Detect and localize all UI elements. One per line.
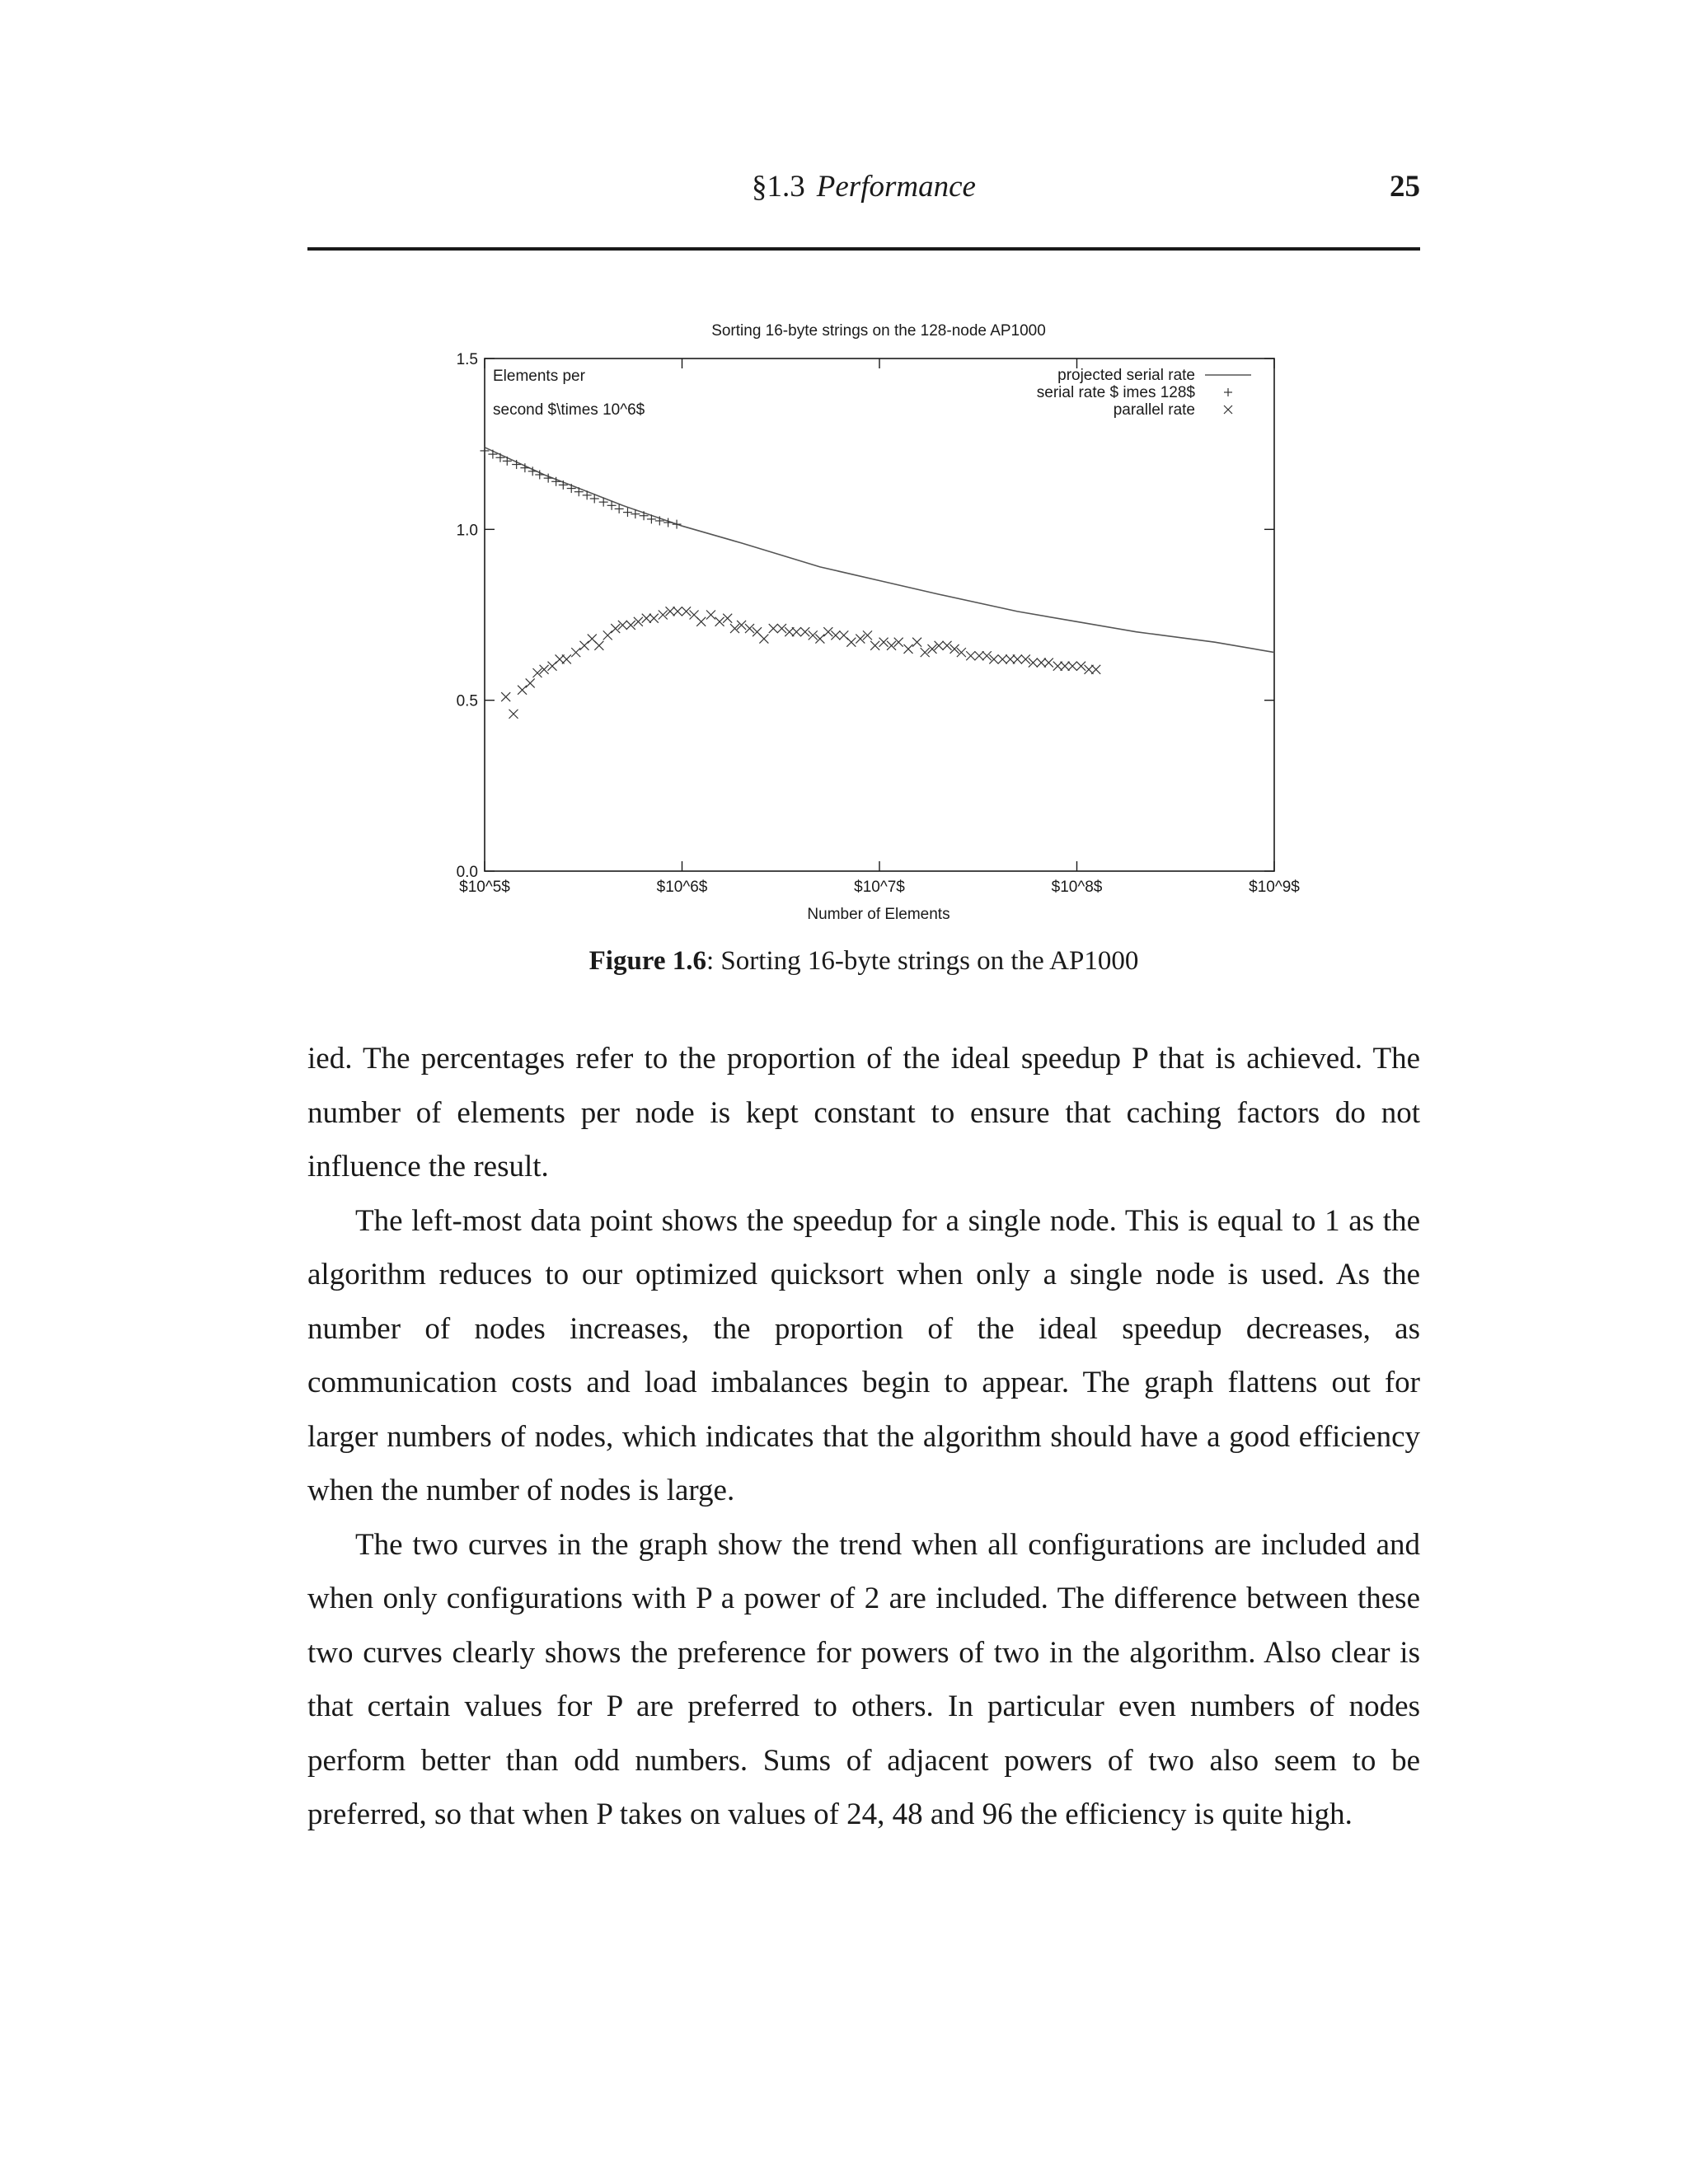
parallel-rate-point (745, 624, 754, 633)
parallel-rate-point (509, 710, 518, 719)
figure-caption (307, 946, 1420, 977)
parallel-rate-point (1006, 654, 1015, 663)
parallel-rate-point (912, 638, 921, 647)
parallel-rate-point (706, 611, 715, 620)
caption-label: Figure 1.6 (588, 946, 707, 976)
parallel-rate-point (1085, 665, 1094, 674)
parallel-rate-point (943, 641, 952, 650)
paragraph-2: The left-most data point shows the speedup for a single node. This is equal to 1 as the algorithm reduces to our optimized quicksort when only a single node is used. As the number of nodes increases, the proportion of the ideal speedup decreases, as communication costs and load imbalances begin to appear. The graph flattens out for larger numbers of nodes, which indicates that the algorithm should have a good efficiency when the number of nodes is large. (307, 1203, 1420, 1507)
parallel-rate-point (518, 686, 527, 695)
x-tick-label: $10^7$ (854, 879, 905, 896)
legend-label: parallel rate (1113, 401, 1195, 419)
legend-plus-symbol (1224, 388, 1232, 396)
parallel-rate-point (1021, 654, 1030, 663)
parallel-rate-point (642, 614, 651, 623)
y-tick-label: 0.0 (456, 864, 478, 881)
parallel-rate-point (649, 614, 659, 623)
parallel-rate-point (673, 607, 682, 616)
y-tick-label: 1.0 (456, 522, 478, 540)
chart (429, 313, 1335, 940)
parallel-rate-point (879, 638, 889, 647)
parallel-rate-point (723, 614, 732, 623)
y-axis-label-line-1: Elements per (493, 368, 585, 385)
parallel-rate-point (501, 692, 510, 701)
parallel-rate-point (846, 638, 856, 647)
parallel-rate-point (792, 627, 801, 636)
series-layer (481, 446, 1275, 718)
figure-1-6 (429, 313, 1335, 940)
serial-rate-point (623, 508, 632, 517)
parallel-rate-point (769, 624, 778, 633)
parallel-rate-point (974, 651, 983, 660)
parallel-rate-point (579, 641, 588, 650)
header-title (307, 169, 1420, 204)
parallel-rate-point (998, 654, 1007, 663)
plot-frame (485, 359, 1274, 871)
parallel-rate-point (715, 617, 724, 626)
series-projected-serial-rate-line (485, 448, 1274, 653)
paragraph-1: ied. The percentages refer to the proportion of the ideal speedup P that is achieved. The number of elements per node is kept constant to ensure that caching factors do not influence the result. (307, 1042, 1420, 1183)
parallel-rate-point (1091, 665, 1100, 674)
section-title: Performance (816, 170, 976, 204)
y-tick-label: 0.5 (456, 692, 478, 710)
y-axis-label-line-2: second $\times 10^6$ (493, 401, 645, 419)
parallel-rate-point (1076, 662, 1085, 671)
parallel-rate-point (696, 617, 706, 626)
parallel-rate-point (594, 641, 603, 650)
parallel-rate-point (831, 630, 840, 640)
page-number: 25 (1390, 170, 1420, 204)
parallel-rate-point (682, 607, 691, 616)
parallel-rate-point (966, 651, 975, 660)
legend (1037, 367, 1251, 419)
x-axis-label: Number of Elements (807, 906, 950, 923)
parallel-rate-point (1044, 658, 1053, 668)
body-text (307, 1032, 1420, 1842)
parallel-rate-point (603, 630, 612, 640)
parallel-rate-point (1013, 654, 1022, 663)
parallel-rate-point (1053, 662, 1062, 671)
x-tick-label: $10^8$ (1051, 879, 1103, 896)
parallel-rate-point (1068, 662, 1077, 671)
header-rule (307, 247, 1420, 251)
parallel-rate-point (634, 617, 643, 626)
parallel-rate-point (1061, 662, 1070, 671)
parallel-rate-point (1037, 658, 1046, 668)
parallel-rate-point (759, 635, 768, 644)
parallel-rate-point (1029, 658, 1038, 668)
parallel-rate-point (823, 627, 832, 636)
legend-label: serial rate $ imes 128$ (1036, 384, 1195, 401)
x-tick-label: $10^6$ (656, 879, 708, 896)
y-tick-label: 1.5 (456, 351, 478, 368)
running-header (307, 169, 1420, 218)
parallel-rate-point (571, 648, 580, 657)
parallel-rate-point (870, 641, 879, 650)
axes-layer (457, 351, 1301, 896)
x-tick-label: $10^5$ (459, 879, 510, 896)
parallel-rate-point (903, 644, 912, 654)
legend-label: projected serial rate (1057, 367, 1195, 384)
parallel-rate-point (626, 621, 635, 630)
parallel-rate-point (785, 627, 794, 636)
chart-title: Sorting 16-byte strings on the 128-node AP1000 (711, 322, 1046, 340)
x-tick-label: $10^9$ (1249, 879, 1300, 896)
parallel-rate-point (800, 627, 809, 636)
parallel-rate-point (526, 678, 535, 687)
parallel-rate-point (562, 654, 571, 663)
legend-cross-symbol (1224, 405, 1232, 414)
paragraph-3: The two curves in the graph show the trend when all configurations are included and when only configurations with P a power of 2 are included. The difference between these two curves clearly shows the preference for powers of two in the algorithm. Also clear is that certain values for P are preferred to others. In particular even numbers of nodes perform better than odd numbers. Sums of adjacent powers of two also seem to be preferred, so that when P takes on values of 24, 48 and 96 the efficiency is quite high. (307, 1527, 1420, 1831)
serial-rate-point (481, 446, 490, 455)
serial-rate-point (673, 520, 682, 529)
section-number: §1.3 (752, 170, 805, 204)
caption-text: : Sorting 16-byte strings on the AP1000 (706, 946, 1139, 976)
parallel-rate-point (777, 624, 786, 633)
